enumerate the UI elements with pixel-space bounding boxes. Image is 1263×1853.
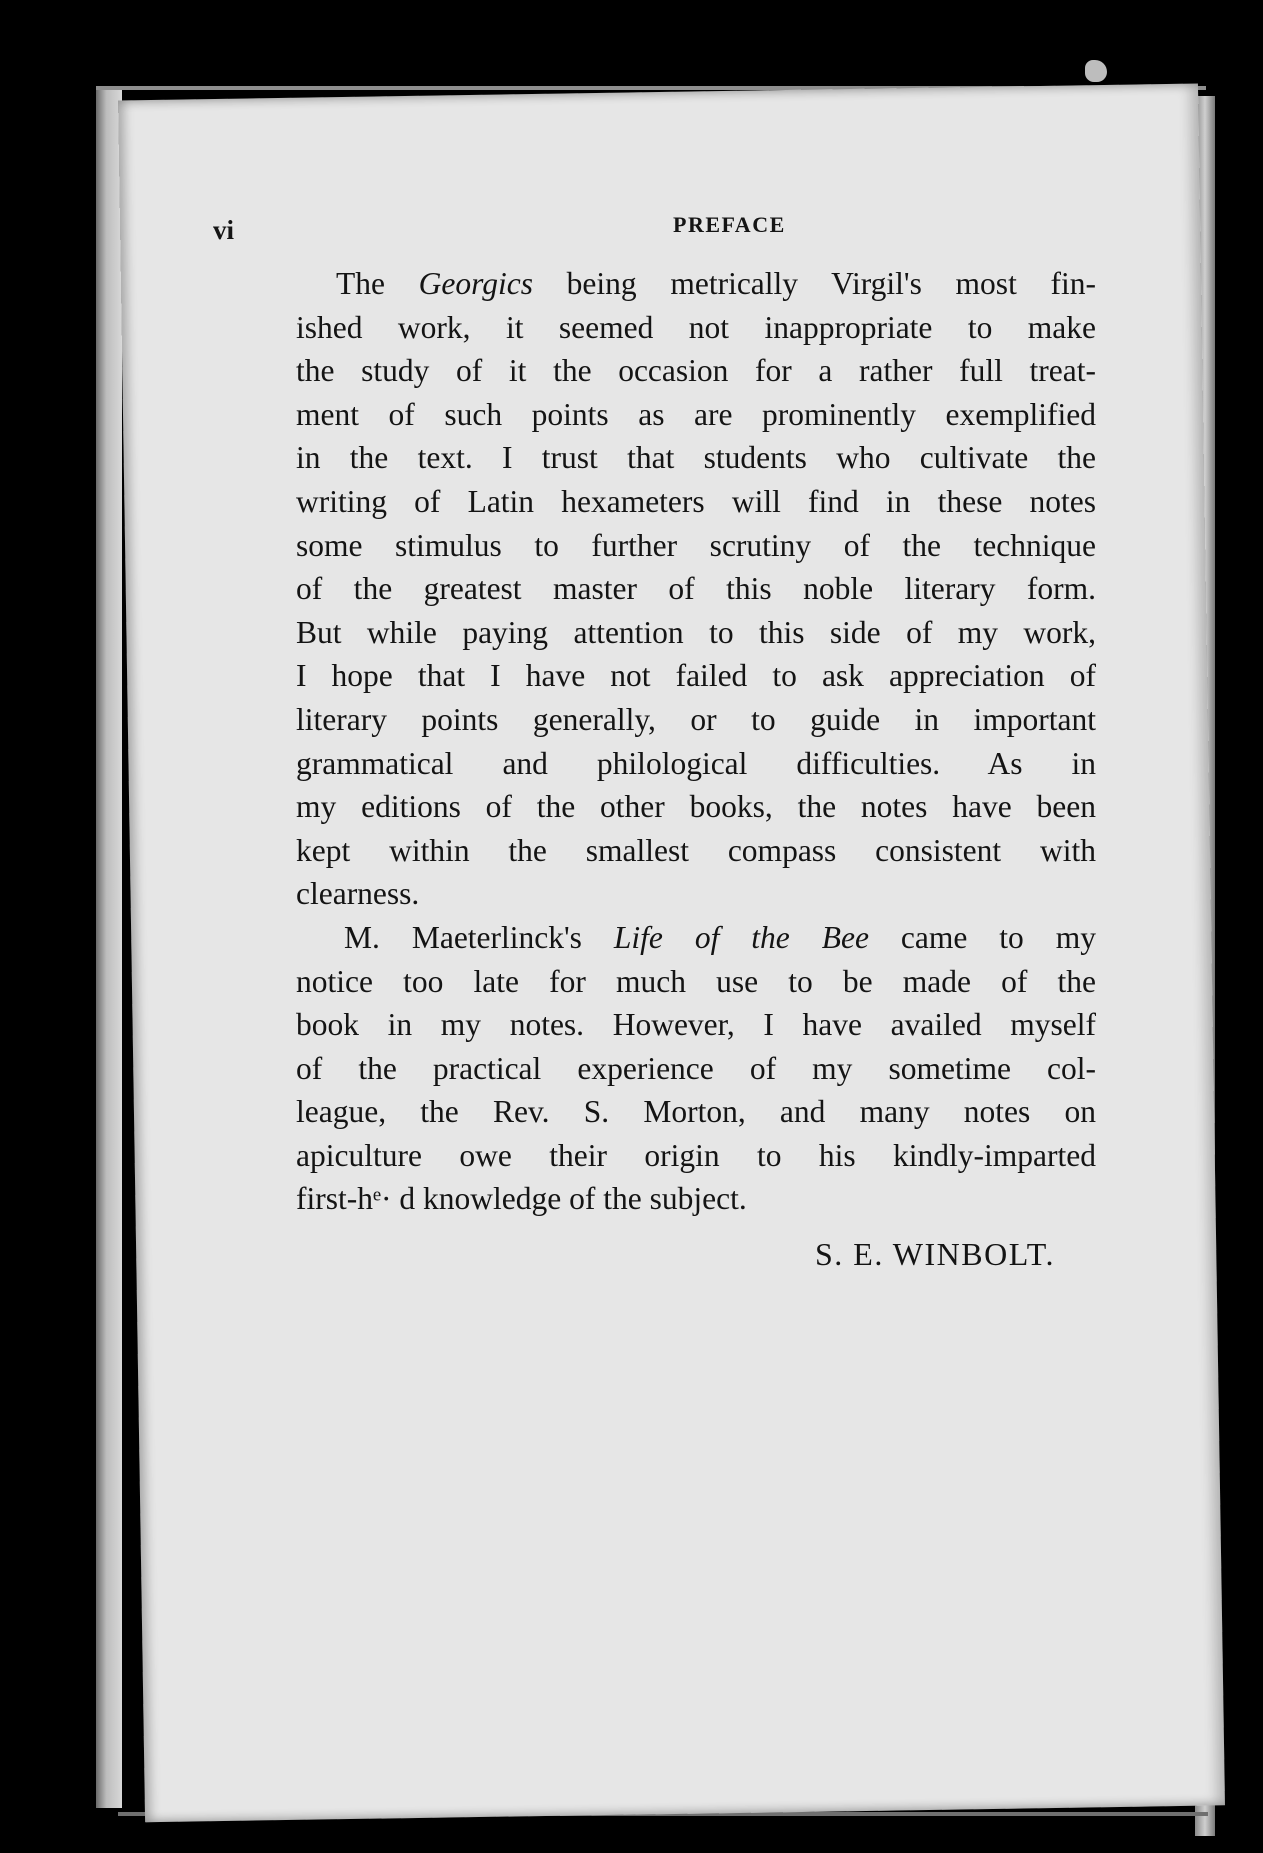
text-line: But while paying attention to this side of my work, bbox=[296, 614, 1096, 650]
text-line: of the greatest master of this noble literary form. bbox=[296, 571, 1096, 607]
preface-body bbox=[296, 262, 1096, 1221]
text-line: I hope that I have not failed to ask appreciation of bbox=[296, 658, 1096, 694]
author-signature: S. E. WINBOLT. bbox=[815, 1236, 1055, 1272]
text-line: league, the Rev. S. Morton, and many notes on bbox=[296, 1094, 1096, 1130]
text-line: writing of Latin hexameters will find in these notes bbox=[296, 483, 1096, 519]
text-line: my editions of the other books, the notes have been bbox=[296, 789, 1096, 825]
paragraph bbox=[296, 916, 1096, 1221]
page-number: vi bbox=[213, 215, 235, 245]
paragraph bbox=[296, 262, 1096, 916]
page-header bbox=[213, 207, 1103, 247]
text-line: the study of it the occasion for a rather full treat- bbox=[296, 353, 1096, 389]
text-line: grammatical and philological difficulties. As in bbox=[296, 745, 1096, 781]
text-line: of the practical experience of my sometime col- bbox=[296, 1050, 1096, 1086]
text-line: clearness. bbox=[296, 876, 420, 912]
text-line: literary points generally, or to guide in important bbox=[296, 701, 1096, 737]
text-line: ment of such points as are prominently exemplified bbox=[296, 396, 1096, 432]
text-line: some stimulus to further scrutiny of the technique bbox=[296, 527, 1096, 563]
text-line: first-hᵉ· d knowledge of the subject. bbox=[296, 1181, 747, 1217]
running-head: PREFACE bbox=[673, 212, 786, 237]
text-line: The Georgics being metrically Virgil's most fin- bbox=[336, 266, 1096, 301]
text-line: in the text. I trust that students who cultivate the bbox=[296, 440, 1096, 476]
text-line: ished work, it seemed not inappropriate to make bbox=[296, 309, 1096, 345]
text-line: book in my notes. However, I have availed myself bbox=[296, 1007, 1096, 1043]
scan-speck bbox=[1085, 60, 1107, 82]
text-line: apiculture owe their origin to his kindly-imparted bbox=[296, 1137, 1096, 1173]
italic-title: Life of the Bee bbox=[613, 919, 869, 955]
page-left-edge bbox=[96, 88, 122, 1808]
text-line: notice too late for much use to be made of the bbox=[296, 963, 1096, 999]
text-line: M. Maeterlinck's Life of the Bee came to my bbox=[344, 919, 1096, 955]
paragraph-container bbox=[296, 262, 1096, 1221]
italic-title: Georgics bbox=[418, 266, 533, 301]
text-line: kept within the smallest compass consistent with bbox=[296, 832, 1096, 868]
